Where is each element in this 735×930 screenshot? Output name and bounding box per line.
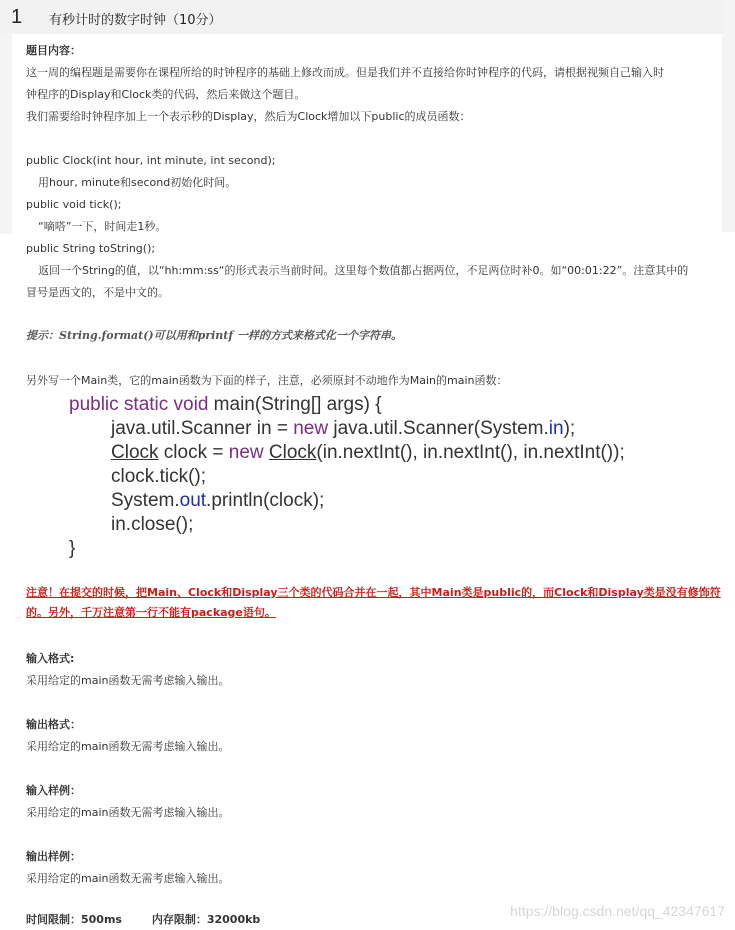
code-keyword: public static void: [69, 394, 209, 415]
code-text: java.util.Scanner in =: [111, 418, 294, 439]
section-text: 采用给定的main函数无需考虑输入输出。: [26, 740, 230, 753]
intro-line-3: 我们需要给时钟程序加上一个表示秒的Display，然后为Clock增加以下public的成员函数：: [26, 110, 471, 123]
code-text: (in.nextInt(), in.nextInt(), in.nextInt());: [316, 442, 625, 463]
code-text: clock =: [158, 442, 229, 463]
code-class-ref: Clock: [111, 442, 159, 463]
code-line-3: [111, 441, 625, 465]
code-text: );: [563, 418, 576, 439]
member-signature: public void tick();: [26, 198, 122, 211]
question-number: 1: [11, 6, 23, 28]
member-description: 返回一个String的值，以“hh:mm:ss“的形式表示当前时间。这里每个数值都占据两位，不足两位时补0。如“00:01:22”。注意其中的: [38, 264, 689, 277]
code-line-4: clock.tick();: [111, 466, 206, 487]
content-heading: 题目内容：: [26, 44, 81, 57]
code-text: main(String[] args) {: [208, 394, 382, 415]
code-text: System.: [111, 490, 180, 511]
code-field: out: [179, 490, 207, 511]
code-keyword: new: [293, 418, 329, 439]
code-line-7: }: [69, 538, 76, 559]
memory-limit: 内存限制：32000kb: [151, 913, 261, 926]
limits-row: [26, 911, 286, 927]
code-text: .println(clock);: [206, 490, 325, 511]
left-margin-band: [0, 34, 12, 234]
code-line-6: in.close();: [111, 514, 194, 535]
right-margin-band: [722, 0, 735, 232]
member-signature: public Clock(int hour, int minute, int second);: [26, 154, 276, 167]
section-label: 输出格式：: [26, 718, 81, 731]
section-text: 采用给定的main函数无需考虑输入输出。: [26, 872, 230, 885]
code-line-1: [69, 393, 382, 417]
section-label: 输出样例：: [26, 850, 81, 863]
watermark: https://blog.csdn.net/qq_42347617: [510, 903, 725, 919]
code-text: java.util.Scanner(System.: [328, 418, 549, 439]
tostring-description-cont: 冒号是西文的，不是中文的。: [26, 286, 169, 299]
member-description: 用hour, minute和second初始化时间。: [38, 176, 237, 189]
warning-text: 注意！在提交的时候，把Main、Clock和Display三个类的代码合并在一起，其中Main类是public的，而Clock和Display类是没有修饰符的。另外，千万注意第一行不能有package语句。: [26, 586, 721, 619]
member-signature: public String toString();: [26, 242, 156, 255]
main-intro: 另外写一个Main类，它的main函数为下面的样子，注意，必须原封不动地作为Main的main函数：: [26, 374, 508, 387]
section-label: 输入样例：: [26, 784, 81, 797]
hint-text: 提示：String.format()可以用和printf 一样的方式来格式化一个字符串。: [26, 329, 402, 342]
intro-line-2: 钟程序的Display和Clock类的代码，然后来做这个题目。: [26, 88, 306, 101]
intro-line-1: 这一周的编程题是需要你在课程所给的时钟程序的基础上修改而成。但是我们并不直接给你时钟程序的代码，请根据视频自己输入时: [26, 66, 664, 79]
code-line-5: [111, 489, 324, 513]
question-title: 有秒计时的数字时钟（10分）: [49, 13, 222, 28]
section-text: 采用给定的main函数无需考虑输入输出。: [26, 806, 230, 819]
code-field: in: [548, 418, 564, 439]
code-class-ref: Clock: [268, 442, 317, 463]
code-keyword: new: [228, 442, 264, 463]
member-description: “嘀嗒”一下，时间走1秒。: [38, 220, 167, 233]
section-text: 采用给定的main函数无需考虑输入输出。: [26, 674, 230, 687]
section-label: 输入格式:: [26, 652, 75, 665]
question-header: [0, 0, 722, 34]
code-line-2: [111, 417, 575, 441]
time-limit: 时间限制：500ms: [26, 913, 122, 926]
